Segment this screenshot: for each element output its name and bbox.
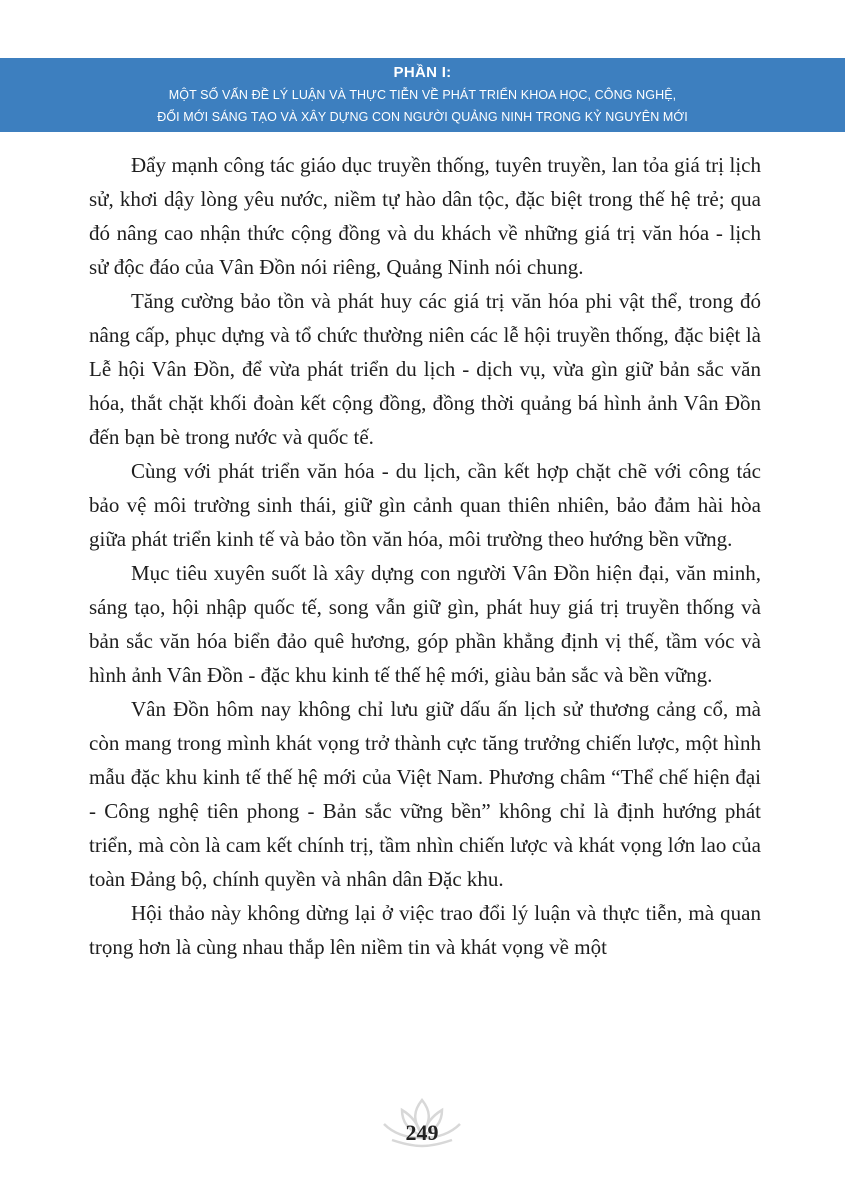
paragraph: Hội thảo này không dừng lại ở việc trao đổi lý luận và thực tiễn, mà quan trọng hơn là cùng nhau thắp lên niềm tin và khát vọng về một	[89, 901, 761, 959]
page-footer	[372, 1096, 472, 1156]
body-text	[89, 148, 761, 964]
page-number: 249	[405, 1120, 439, 1145]
part-label: PHẦN I:	[393, 64, 452, 81]
paragraph: Đẩy mạnh công tác giáo dục truyền thống, tuyên truyền, lan tỏa giá trị lịch sử, khơi dậy lòng yêu nước, niềm tự hào dân tộc, đặc biệt trong thế hệ trẻ; qua đó nâng cao nhận thức cộng đồng và du khách về những giá trị văn hóa - lịch sử độc đáo của Vân Đồn nói riêng, Quảng Ninh nói chung.	[89, 153, 761, 279]
section-header-banner	[0, 58, 845, 132]
paragraph: Mục tiêu xuyên suốt là xây dựng con người Vân Đồn hiện đại, văn minh, sáng tạo, hội nhập quốc tế, song vẫn giữ gìn, phát huy giá trị truyền thống và bản sắc văn hóa biển đảo quê hương, góp phần khẳng định vị thế, tầm vóc và hình ảnh Vân Đồn - đặc khu kinh tế thế hệ mới, giàu bản sắc và bền vững.	[89, 561, 761, 687]
paragraph: Vân Đồn hôm nay không chỉ lưu giữ dấu ấn lịch sử thương cảng cổ, mà còn mang trong mình khát vọng trở thành cực tăng trưởng chiến lược, một hình mẫu đặc khu kinh tế thế hệ mới của Việt Nam. Phương châm “Thể chế hiện đại - Công nghệ tiên phong - Bản sắc vững bền” không chỉ là định hướng phát triển, mà còn là cam kết chính trị, tầm nhìn chiến lược và khát vọng lớn lao của toàn Đảng bộ, chính quyền và nhân dân Đặc khu.	[89, 697, 761, 891]
paragraph: Tăng cường bảo tồn và phát huy các giá trị văn hóa phi vật thể, trong đó nâng cấp, phục dựng và tổ chức thường niên các lễ hội truyền thống, đặc biệt là Lễ hội Vân Đồn, để vừa phát triển du lịch - dịch vụ, vừa gìn giữ bản sắc văn hóa, thắt chặt khối đoàn kết cộng đồng, đồng thời quảng bá hình ảnh Vân Đồn đến bạn bè trong nước và quốc tế.	[89, 289, 761, 449]
paragraph: Cùng với phát triển văn hóa - du lịch, cần kết hợp chặt chẽ với công tác bảo vệ môi trường sinh thái, giữ gìn cảnh quan thiên nhiên, bảo đảm hài hòa giữa phát triển kinh tế và bảo tồn văn hóa, môi trường theo hướng bền vững.	[89, 459, 761, 551]
section-subtitle-line-2: ĐỔI MỚI SÁNG TẠO VÀ XÂY DỰNG CON NGƯỜI QUẢNG NINH TRONG KỶ NGUYÊN MỚI	[157, 110, 688, 124]
section-subtitle-line-1: MỘT SỐ VẤN ĐỀ LÝ LUẬN VÀ THỰC TIỄN VỀ PHÁT TRIỂN KHOA HỌC, CÔNG NGHỆ,	[168, 88, 677, 102]
